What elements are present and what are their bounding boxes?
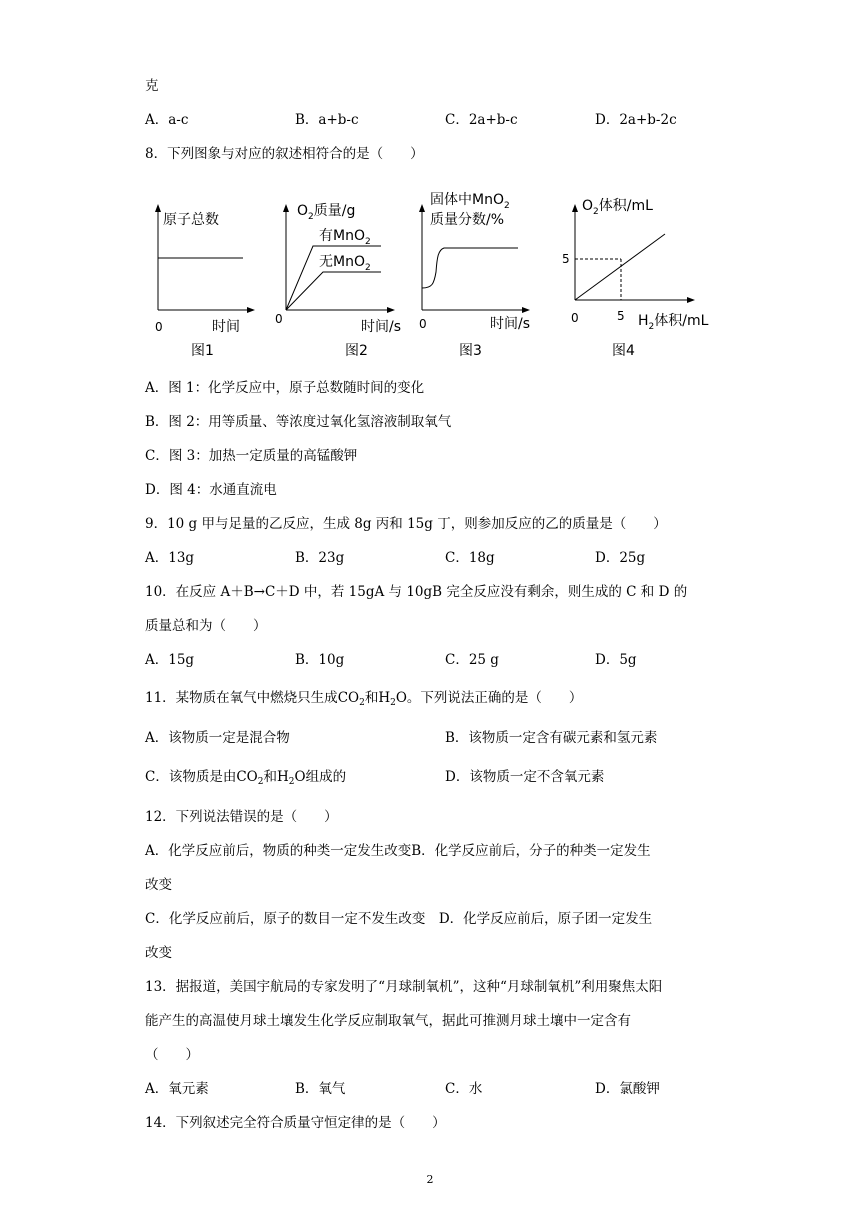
fig1-origin: 0 <box>155 320 163 334</box>
q12-stem: 12．下列说法错误的是（ ） <box>145 809 338 825</box>
q11-option-d: D．该物质一定不含氧元素 <box>445 769 605 785</box>
q11-stem: 11．某物质在氧气中燃烧只生成$CO_2$和$H_2O$。下列说法正确的是（ ） <box>145 690 583 708</box>
fig4-x-arrow <box>687 297 695 303</box>
continued-text: 克 <box>145 78 159 94</box>
fig3-x-arrow <box>522 307 530 313</box>
figure-2-graph <box>275 188 405 368</box>
fig4-ytick: 5 <box>562 252 570 266</box>
fig2-x-arrow <box>387 307 395 313</box>
fig3-curve <box>422 248 518 288</box>
q10-option-d: D．5g <box>595 652 637 668</box>
q10-option-b: B．10g <box>295 652 345 668</box>
q13-option-a: A．氧元素 <box>145 1081 209 1097</box>
fig3-caption: 图3 <box>459 343 482 359</box>
q10-stem-line1: 10．在反应 A＋B→C＋D 中，若 15gA 与 10gB 完全反应没有剩余，则生成的 C 和 D 的 <box>145 584 688 600</box>
q12-line1: A．化学反应前后，物质的种类一定发生改变B．化学反应前后，分子的种类一定发生 <box>145 843 651 859</box>
q11-option-c: C．该物质是由$CO_2$和$H_2O$组成的 <box>145 769 347 787</box>
fig3-y-arrow <box>419 204 425 212</box>
fig4-origin: 0 <box>571 311 579 325</box>
q9-option-b: B．23g <box>295 550 345 566</box>
q12-line2: 改变 <box>145 877 172 893</box>
q8-option-c: C．图 3：加热一定质量的高锰酸钾 <box>145 448 358 464</box>
q13-line2: 能产生的高温使月球土壤发生化学反应制取氧气，据此可推测月球土壤中一定含有 <box>145 1013 631 1029</box>
fig3-xlabel: 时间/s <box>490 316 531 332</box>
q11-option-a: A．该物质一定是混合物 <box>145 730 290 746</box>
fig2-y-arrow <box>283 204 289 212</box>
fig1-y-arrow <box>155 204 161 212</box>
figure-1 <box>145 188 265 368</box>
q13-option-c: C．水 <box>445 1081 483 1097</box>
q13-line3: （ ） <box>145 1047 199 1063</box>
page-number: 2 <box>426 1173 434 1186</box>
q9-option-a: A．13g <box>145 550 195 566</box>
fig4-xlabel: $H_2$体积/mL <box>638 313 709 332</box>
fig4-line <box>575 234 665 300</box>
q8-option-b: B．图 2：用等质量、等浓度过氧化氢溶液制取氧气 <box>145 414 452 430</box>
q7-option-c: C．2a+b-c <box>445 112 518 128</box>
fig2-caption: 图2 <box>345 343 368 359</box>
q7-option-b: B．a+b-c <box>295 112 359 128</box>
figure-4 <box>560 188 720 368</box>
fig1-x-arrow <box>247 307 255 313</box>
q8-stem: 8．下列图象与对应的叙述相符合的是（ ） <box>145 146 424 162</box>
fig2-xlabel: 时间/s <box>361 319 402 335</box>
q10-option-c: C．25 g <box>445 652 499 668</box>
fig1-xlabel: 时间 <box>212 319 240 335</box>
fig2-label-without-mno2: 无MnO$_2$ <box>319 254 371 273</box>
q13-line1: 13．据报道，美国宇航局的专家发明了“月球制氧机”，这种“月球制氧机”利用聚焦太阳 <box>145 979 663 995</box>
figure-2 <box>275 188 405 368</box>
q9-option-d: D．25g <box>595 550 646 566</box>
figure-4-graph <box>560 188 720 368</box>
q10-option-a: A．15g <box>145 652 195 668</box>
q7-option-d: D．2a+b-2c <box>595 112 677 128</box>
q11-option-b: B．该物质一定含有碳元素和氢元素 <box>445 730 658 746</box>
fig1-caption: 图1 <box>191 343 214 359</box>
q7-option-a: A．a-c <box>145 112 189 128</box>
fig1-ylabel: 原子总数 <box>163 212 219 228</box>
q13-option-d: D．氯酸钾 <box>595 1081 660 1097</box>
figure-1-graph <box>145 188 265 368</box>
figure-3-graph <box>410 188 540 368</box>
q12-line3: C．化学反应前后，原子的数目一定不发生改变 D．化学反应前后，原子团一定发生 <box>145 911 653 927</box>
q13-option-b: B．氧气 <box>295 1081 346 1097</box>
fig2-origin: 0 <box>275 312 283 326</box>
q12-line4: 改变 <box>145 945 172 961</box>
q14-stem: 14．下列叙述完全符合质量守恒定律的是（ ） <box>145 1115 446 1131</box>
fig2-curve-without-mno2 <box>286 272 381 310</box>
fig3-ylabel-line1: 固体中MnO$_2$ <box>430 192 510 211</box>
figure-3 <box>410 188 540 368</box>
fig4-caption: 图4 <box>612 343 635 359</box>
fig2-label-with-mno2: 有MnO$_2$ <box>319 228 371 247</box>
q10-stem-line2: 质量总和为（ ） <box>145 618 267 634</box>
fig3-origin: 0 <box>419 317 427 331</box>
fig4-xtick: 5 <box>617 309 625 323</box>
q9-option-c: C．18g <box>445 550 495 566</box>
fig3-ylabel-line2: 质量分数/% <box>430 212 505 228</box>
q8-option-d: D．图 4：水通直流电 <box>145 482 277 498</box>
fig4-y-arrow <box>572 204 578 212</box>
fig2-ylabel: $O_2$质量/g <box>297 203 356 222</box>
q8-option-a: A．图 1：化学反应中，原子总数随时间的变化 <box>145 380 425 396</box>
fig4-ylabel: $O_2$体积/mL <box>582 198 653 217</box>
q9-stem: 9．10 g 甲与足量的乙反应，生成 8g 丙和 15g 丁，则参加反应的乙的质量是（ ） <box>145 516 667 532</box>
